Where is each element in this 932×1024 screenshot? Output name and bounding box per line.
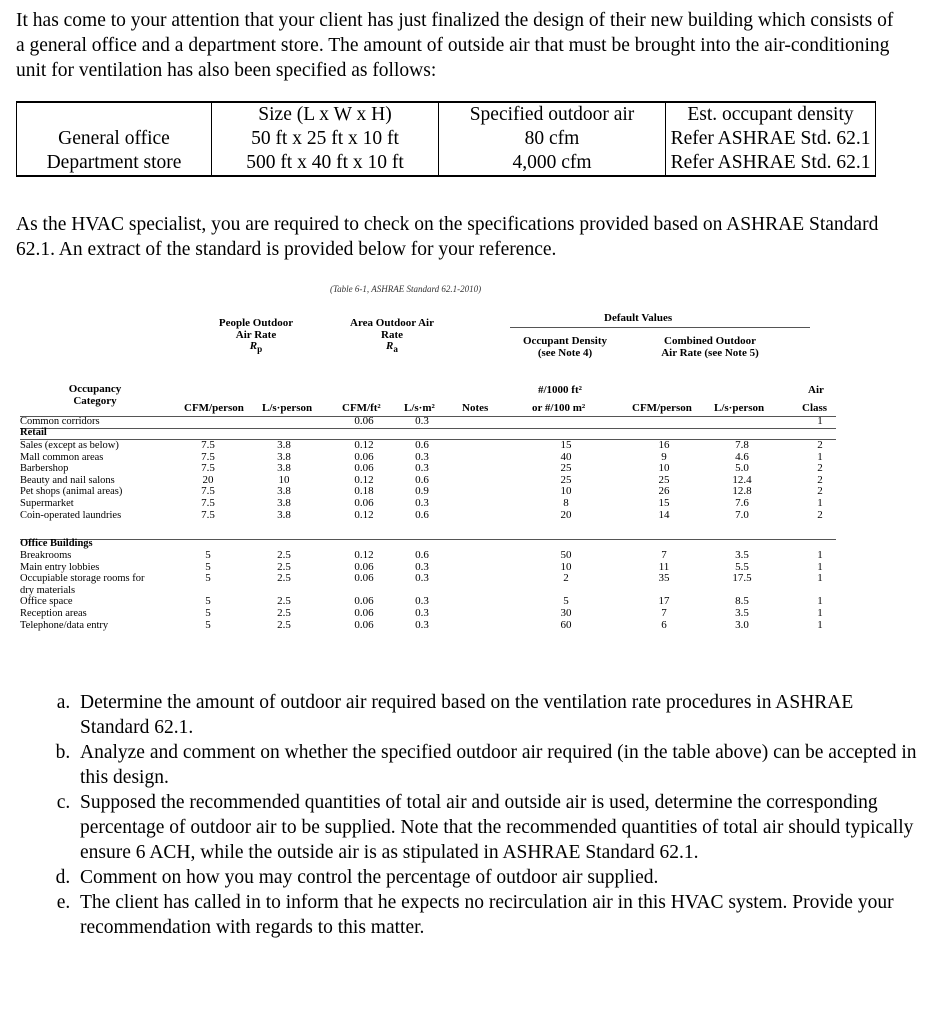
table-cell: 1 bbox=[817, 606, 823, 619]
table-cell: 2.5 bbox=[277, 618, 291, 631]
category-label: Office space bbox=[20, 596, 73, 608]
table-cell: 8.5 bbox=[735, 595, 749, 608]
table-cell: 25 bbox=[560, 473, 572, 486]
table-cell: 25 bbox=[560, 462, 572, 475]
table-cell: 7.8 bbox=[735, 439, 749, 451]
category-label: Beauty and nail salons bbox=[20, 474, 115, 486]
header-line: Area Outdoor Air bbox=[350, 317, 434, 329]
spec-cell: Refer ASHRAE Std. 62.1 bbox=[666, 151, 876, 176]
office-col-ra-cfm bbox=[344, 550, 384, 631]
question-b: b. Analyze and comment on whether the specified outdoor air required (in the table above) can be accepted in this design. bbox=[80, 740, 920, 790]
table-cell: 0.3 bbox=[415, 618, 429, 631]
table-cell: 15 bbox=[658, 496, 670, 509]
section-rule bbox=[20, 539, 836, 540]
table-cell: 17 bbox=[658, 595, 670, 608]
table-cell: 5.5 bbox=[735, 560, 749, 573]
table-cell: 0.06 bbox=[354, 560, 374, 573]
table-cell: 0.06 bbox=[354, 618, 374, 631]
spec-table bbox=[16, 101, 876, 177]
spec-header-density: Est. occupant density bbox=[666, 102, 876, 127]
table-cell: 2 bbox=[817, 439, 823, 451]
header-line: Air Rate (see Note 5) bbox=[661, 346, 759, 359]
table-cell: 20 bbox=[202, 473, 214, 486]
spec-cell: 500 ft x 40 ft x 10 ft bbox=[212, 151, 439, 176]
category-label: Main entry lobbies bbox=[20, 561, 100, 573]
table-cell: 7.5 bbox=[201, 450, 215, 463]
table-cell: 5 bbox=[205, 606, 211, 619]
table-cell: 0.3 bbox=[415, 560, 429, 573]
table-cell: 2.5 bbox=[277, 572, 291, 585]
rp-symbol bbox=[196, 341, 316, 356]
header-line: People Outdoor bbox=[218, 317, 294, 329]
category-label: Pet shops (animal areas) bbox=[20, 486, 123, 498]
header-line: (see Note 4) bbox=[537, 346, 593, 359]
table-cell: 7.5 bbox=[201, 485, 215, 498]
unit-ls-person: L/s·person bbox=[262, 402, 313, 414]
table-cell: 35 bbox=[658, 572, 670, 585]
table-cell: 3.8 bbox=[277, 485, 291, 498]
table-cell: 5 bbox=[205, 572, 211, 585]
table-cell: 7.5 bbox=[201, 462, 215, 475]
category-label: Mall common areas bbox=[20, 451, 104, 463]
table-cell: 1 bbox=[817, 496, 823, 509]
table-cell: 11 bbox=[658, 560, 670, 573]
table-cell: 0.6 bbox=[415, 508, 429, 521]
common-class: 1 bbox=[817, 415, 823, 427]
ra-symbol bbox=[332, 341, 452, 356]
table-cell: 0.06 bbox=[354, 496, 374, 509]
table-cell: 7.6 bbox=[735, 496, 749, 509]
header-line: Rate bbox=[381, 328, 403, 341]
table-cell: 2 bbox=[817, 462, 823, 475]
table-cell: 7.5 bbox=[201, 439, 215, 451]
question-e: e. The client has called in to inform that he expects no recirculation air in this HVAC system. Provide your recommendation with regards to this matter. bbox=[80, 890, 920, 940]
spec-cell: 50 ft x 25 ft x 10 ft bbox=[212, 127, 439, 151]
table-cell: 9 bbox=[661, 450, 667, 463]
table-cell: 1 bbox=[817, 549, 823, 561]
cat-common-corridors: Common corridors bbox=[20, 416, 100, 427]
common-ra-cfm: 0.06 bbox=[354, 415, 374, 427]
area-rate-header bbox=[332, 318, 452, 356]
default-values-header: Default Values bbox=[604, 312, 673, 324]
unit-cfm-person-combined: CFM/person bbox=[632, 402, 692, 414]
table-cell: 2 bbox=[817, 485, 823, 498]
category-label: Supermarket bbox=[20, 497, 74, 509]
table-cell: 2 bbox=[817, 508, 823, 521]
table-cell: 0.6 bbox=[415, 549, 429, 561]
office-col-dens bbox=[546, 550, 586, 631]
question-d: d. Comment on how you may control the percentage of outdoor air supplied. bbox=[80, 865, 920, 890]
unit-ls-person-combined: L/s·person bbox=[714, 402, 765, 414]
table-cell: 0.6 bbox=[415, 439, 429, 451]
table-cell: 7 bbox=[661, 606, 667, 619]
table-cell: 3.5 bbox=[735, 606, 749, 619]
spec-cell: 80 cfm bbox=[439, 127, 666, 151]
table-cell: 1 bbox=[817, 618, 823, 631]
table-cell: 3.8 bbox=[277, 496, 291, 509]
retail-col-comb-cfm bbox=[644, 440, 684, 521]
table-cell: 0.12 bbox=[354, 439, 374, 451]
category-label: dry materials bbox=[20, 584, 76, 596]
table-cell: 7.5 bbox=[201, 508, 215, 521]
table-cell: 0.06 bbox=[354, 595, 374, 608]
spec-header-outdoor-air: Specified outdoor air bbox=[439, 102, 666, 127]
table-cell: 6 bbox=[661, 618, 667, 631]
question-list bbox=[46, 690, 920, 940]
table-cell: 2.5 bbox=[277, 606, 291, 619]
table-cell: 2.5 bbox=[277, 560, 291, 573]
table-cell: 25 bbox=[658, 473, 670, 486]
table-cell: 0.12 bbox=[354, 473, 374, 486]
office-title: Office Buildings bbox=[20, 538, 93, 549]
table-cell: 0.3 bbox=[415, 606, 429, 619]
category-label: Occupiable storage rooms for bbox=[20, 573, 145, 585]
table-cell: 0.06 bbox=[354, 606, 374, 619]
question-a: a. Determine the amount of outdoor air required based on the ventilation rate procedures in ASHRAE Standard 62.1. bbox=[80, 690, 920, 740]
table-cell: 0.18 bbox=[354, 485, 374, 498]
office-col-comb-ls bbox=[722, 550, 762, 631]
table-cell: 2 bbox=[817, 473, 823, 486]
table-cell: 5 bbox=[205, 560, 211, 573]
retail-title: Retail bbox=[20, 427, 47, 438]
table-cell: 1 bbox=[817, 560, 823, 573]
table-cell: 7.5 bbox=[201, 496, 215, 509]
table-cell: 5 bbox=[205, 618, 211, 631]
people-rate-header bbox=[196, 318, 316, 356]
retail-col-rp-ls bbox=[264, 440, 304, 521]
header-line: Air Rate bbox=[235, 328, 277, 341]
table-cell: 1 bbox=[817, 572, 823, 585]
table-cell: 3.8 bbox=[277, 450, 291, 463]
category-label: Breakrooms bbox=[20, 550, 72, 561]
table-cell: 16 bbox=[658, 439, 670, 451]
unit-ls-m2: L/s·m² bbox=[404, 402, 435, 414]
table-cell: 5 bbox=[205, 595, 211, 608]
unit-density-2: or #/100 m² bbox=[532, 402, 586, 414]
table-cell: 0.06 bbox=[354, 572, 374, 585]
table-cell: 0.3 bbox=[415, 462, 429, 475]
ra-letter: R bbox=[386, 340, 394, 353]
table-cell: 3.5 bbox=[735, 549, 749, 561]
table-cell: 0.3 bbox=[415, 572, 429, 585]
table-cell: 26 bbox=[658, 485, 670, 498]
office-col-rp-ls bbox=[264, 550, 304, 631]
office-col-ra-ls bbox=[402, 550, 442, 631]
table-cell: 10 bbox=[560, 485, 572, 498]
table-cell: 5 bbox=[205, 549, 211, 561]
table-cell: 4.6 bbox=[735, 450, 749, 463]
default-values-rule bbox=[510, 327, 810, 328]
unit-cfm-person: CFM/person bbox=[184, 402, 244, 414]
spec-cell: 4,000 cfm bbox=[439, 151, 666, 176]
category-label: Coin-operated laundries bbox=[20, 509, 122, 521]
table-cell: 0.12 bbox=[354, 549, 374, 561]
table-cell: 14 bbox=[658, 508, 670, 521]
retail-col-ra-cfm bbox=[344, 440, 384, 521]
table-cell: 15 bbox=[560, 439, 572, 451]
unit-cfm-ft2: CFM/ft² bbox=[342, 402, 381, 414]
category-label: Telephone/data entry bbox=[20, 619, 109, 631]
table-cell: 3.8 bbox=[277, 508, 291, 521]
table-cell: 60 bbox=[560, 618, 572, 631]
table-cell: 10 bbox=[658, 462, 670, 475]
table-cell: 0.12 bbox=[354, 508, 374, 521]
table-cell: 2.5 bbox=[277, 549, 291, 561]
table-cell: 12.4 bbox=[732, 473, 752, 486]
table-cell: 7.0 bbox=[735, 508, 749, 521]
category-label: Sales (except as below) bbox=[20, 440, 119, 451]
common-ra-ls: 0.3 bbox=[415, 415, 429, 427]
table-cell: 2 bbox=[563, 572, 569, 585]
table-cell: 50 bbox=[560, 549, 572, 561]
category-label: Reception areas bbox=[20, 607, 87, 619]
office-col-rp-cfm bbox=[188, 550, 228, 631]
office-col-cls bbox=[800, 550, 840, 631]
unit-notes: Notes bbox=[462, 402, 489, 414]
retail-col-cls bbox=[800, 440, 840, 521]
spec-header-size: Size (L x W x H) bbox=[212, 102, 439, 127]
ashrae-table-extract bbox=[0, 282, 932, 642]
table-cell: 2.5 bbox=[277, 595, 291, 608]
table-cell: 10 bbox=[560, 560, 572, 573]
table-cell: 0.06 bbox=[354, 462, 374, 475]
spec-cell: General office bbox=[17, 127, 212, 151]
table-cell: 5 bbox=[563, 595, 569, 608]
ashrae-caption: (Table 6-1, ASHRAE Standard 62.1-2010) bbox=[330, 284, 482, 294]
question-c: c. Supposed the recommended quantities of total air and outside air is used, determine the corresponding percentage of outdoor air to be supplied. Note that the recommended quantities of total air should typically ensure 6 ACH, while the outside air is as stipulated in ASHRAE Standard 62.1. bbox=[80, 790, 920, 865]
table-cell: 0.3 bbox=[415, 595, 429, 608]
table-cell: 0.6 bbox=[415, 473, 429, 486]
spec-cell: Department store bbox=[17, 151, 212, 176]
table-cell: 3.8 bbox=[277, 439, 291, 451]
header-line: Category bbox=[73, 394, 117, 407]
table-cell: 40 bbox=[560, 450, 572, 463]
table-cell: 1 bbox=[817, 595, 823, 608]
header-line: Occupant Density bbox=[522, 335, 608, 347]
table-cell: 3.8 bbox=[277, 462, 291, 475]
unit-class: Class bbox=[802, 402, 828, 414]
table-cell: 12.8 bbox=[732, 485, 752, 498]
spec-cell: Refer ASHRAE Std. 62.1 bbox=[666, 127, 876, 151]
rp-sub: p bbox=[257, 344, 263, 355]
retail-col-dens bbox=[546, 440, 586, 521]
combined-header bbox=[640, 336, 780, 359]
task-paragraph: As the HVAC specialist, you are required to check on the specifications provided based on ASHRAE Standard 62.1. An extract of the standard is provided below for your reference. bbox=[16, 214, 879, 260]
retail-col-comb-ls bbox=[722, 440, 762, 521]
table-cell: 7 bbox=[661, 549, 667, 561]
table-cell: 10 bbox=[278, 473, 290, 486]
header-line: Combined Outdoor bbox=[664, 335, 756, 347]
table-cell: 8 bbox=[563, 496, 569, 509]
retail-col-cats bbox=[20, 440, 122, 521]
table-cell: 0.3 bbox=[415, 496, 429, 509]
table-cell: 5.0 bbox=[735, 462, 749, 475]
table-cell: 0.9 bbox=[415, 485, 429, 498]
header-line: Occupancy bbox=[68, 383, 122, 395]
table-cell: 1 bbox=[817, 450, 823, 463]
retail-col-ra-ls bbox=[402, 440, 442, 521]
unit-air: Air bbox=[808, 384, 824, 396]
table-cell: 0.06 bbox=[354, 450, 374, 463]
table-cell: 3.0 bbox=[735, 618, 749, 631]
office-col-cats bbox=[20, 550, 145, 631]
unit-density-1: #/1000 ft² bbox=[538, 384, 582, 396]
office-col-comb-cfm bbox=[644, 550, 684, 631]
ra-sub: a bbox=[393, 344, 398, 355]
occupancy-header bbox=[50, 384, 140, 407]
table-cell: 30 bbox=[560, 606, 572, 619]
table-cell: 20 bbox=[560, 508, 572, 521]
retail-col-rp-cfm bbox=[188, 440, 228, 521]
spec-header-blank bbox=[17, 102, 212, 127]
density-header bbox=[505, 336, 625, 359]
table-cell: 0.3 bbox=[415, 450, 429, 463]
rp-letter: R bbox=[249, 340, 258, 353]
table-cell: 17.5 bbox=[732, 572, 752, 585]
row-rule bbox=[20, 428, 836, 429]
category-label: Barbershop bbox=[20, 463, 69, 475]
intro-paragraph: It has come to your attention that your client has just finalized the design of their new building which consists of a general office and a department store. The amount of outside air that must be brought into the air-conditioning unit for ventilation has also been specified as follows: bbox=[16, 10, 894, 81]
